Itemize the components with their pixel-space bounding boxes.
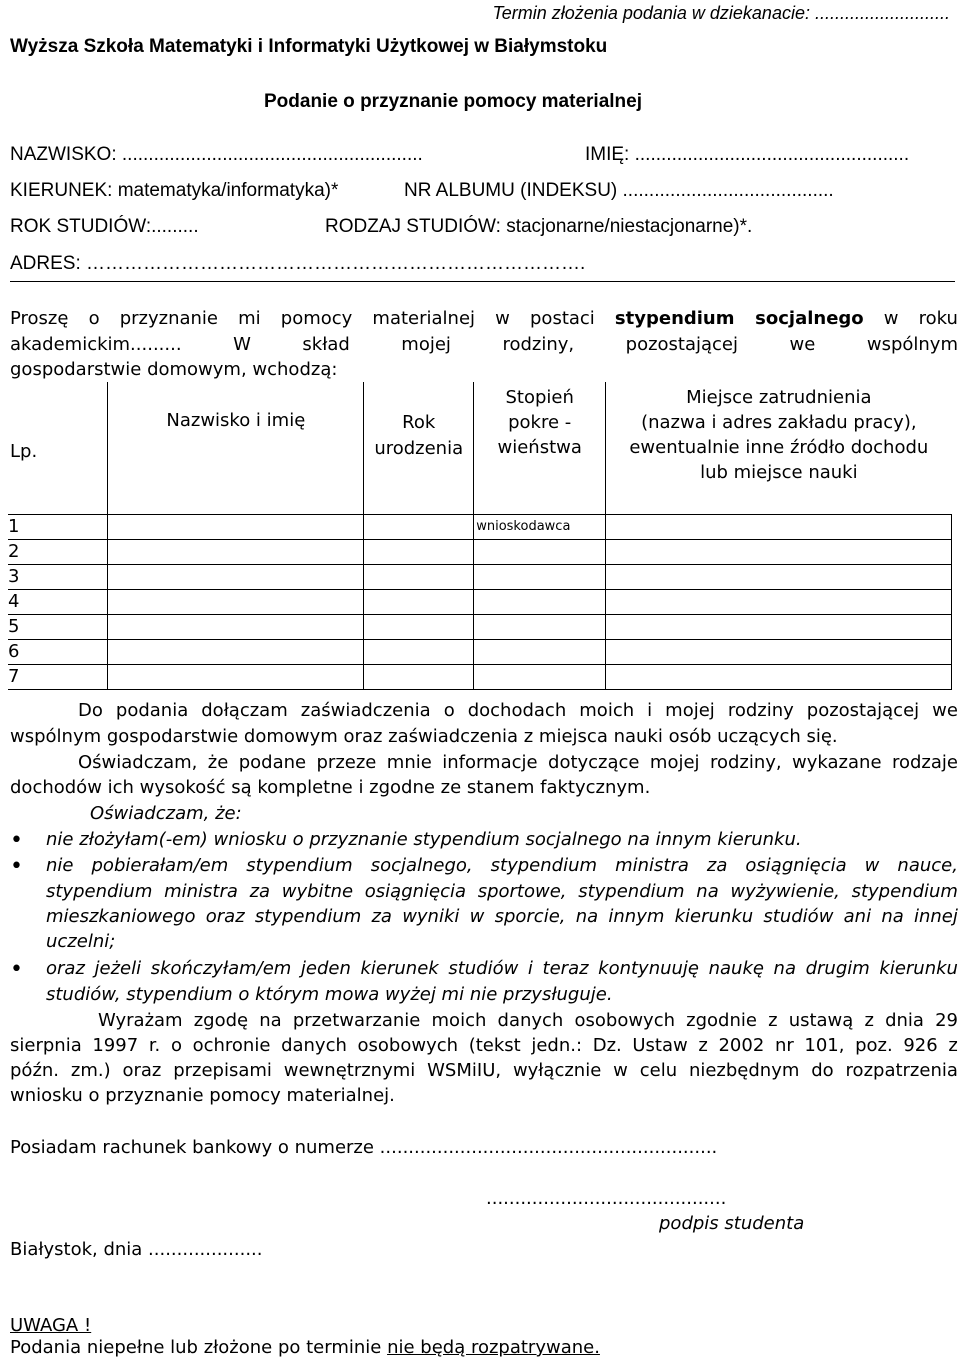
stipend-type: stypendium socjalnego — [614, 308, 864, 329]
field-of-study[interactable]: KIERUNEK: matematyka/informatyka)* — [10, 180, 339, 201]
header-kinship: Stopień pokre - wieństwa — [474, 382, 606, 515]
study-year-field[interactable]: ROK STUDIÓW:......... — [10, 216, 199, 237]
address-field[interactable] — [10, 253, 955, 282]
request-line-3: gospodarstwie domowym, wchodzą: — [10, 359, 338, 380]
row-number: 5 — [8, 615, 108, 640]
cell-workplace[interactable] — [606, 640, 952, 665]
statement-line-1: Oświadczam, że podane przeze mnie informacje dotyczące mojej rodziny, wykazane rodzaje — [78, 752, 958, 773]
cell-workplace[interactable] — [606, 665, 952, 690]
cell-kinship[interactable] — [474, 540, 606, 565]
cell-birth[interactable] — [364, 515, 474, 540]
declare-heading: Oświadczam, że: — [90, 803, 242, 824]
surname-field[interactable]: NAZWISKO: ......................................................... — [10, 144, 423, 165]
cell-kinship[interactable] — [474, 615, 606, 640]
cell-workplace[interactable] — [606, 515, 952, 540]
attachments-line-2: wspólnym gospodarstwie domowym oraz zaświadczenia z miejsca nauki osób uczących się. — [10, 726, 838, 747]
attachments-line-1: Do podania dołączam zaświadczenia o dochodach moich i mojej rodziny pozostającej we — [78, 700, 958, 721]
signature-label: podpis studenta — [659, 1213, 805, 1234]
consent-line-4: wniosku o przyznanie pomocy materialnej. — [10, 1085, 395, 1106]
school-name: Wyższa Szkoła Matematyki i Informatyki Użytkowej w Białymstoku — [10, 36, 608, 57]
request-line-1: Proszę o przyznanie mi pomocy materialnej w postaci stypendium socjalnego w roku — [10, 308, 958, 329]
cell-name[interactable] — [108, 590, 364, 615]
cell-birth[interactable] — [364, 540, 474, 565]
cell-kinship[interactable] — [474, 640, 606, 665]
row-number: 2 — [8, 540, 108, 565]
header-birth-year: Rok urodzenia — [364, 382, 474, 515]
bullet-2-line-2: stypendium ministra za wybitne osiągnięcia sportowe, stypendium na wyżywienie, stypendium — [46, 881, 958, 902]
cell-name[interactable] — [108, 615, 364, 640]
header-name: Nazwisko i imię — [108, 382, 364, 515]
bank-account-field[interactable]: Posiadam rachunek bankowy o numerze ........................................................... — [10, 1137, 718, 1158]
cell-name[interactable] — [108, 565, 364, 590]
name-field[interactable]: IMIĘ: .................................................... — [585, 144, 910, 165]
cell-workplace[interactable] — [606, 590, 952, 615]
album-number-field[interactable]: NR ALBUMU (INDEKSU) ........................................ — [404, 180, 834, 201]
cell-name[interactable] — [108, 640, 364, 665]
warning-emphasis: nie będą rozpatrywane. — [387, 1337, 600, 1358]
cell-birth[interactable] — [364, 640, 474, 665]
deadline-note: Termin złożenia podania w dziekanacie: ........................... — [492, 3, 950, 23]
table-header — [8, 382, 952, 515]
bullet-2-line-1: nie pobierałam/em stypendium socjalnego, stypendium ministra za osiągnięcia w nauce, — [46, 855, 958, 876]
table-row — [8, 515, 952, 540]
row-number: 6 — [8, 640, 108, 665]
study-mode-field[interactable]: RODZAJ STUDIÓW: stacjonarne/niestacjonarne)*. — [325, 216, 753, 237]
signature-line[interactable]: .......................................... — [486, 1188, 727, 1209]
request-line-2: akademickim......... W skład mojej rodziny, pozostającej we wspólnym — [10, 334, 958, 355]
bullet-2-line-3: mieszkaniowego oraz stypendium za wyniki w sporcie, na innym kierunku studiów ani na innej — [46, 906, 958, 927]
cell-birth[interactable] — [364, 615, 474, 640]
bullet-icon: • — [10, 854, 23, 879]
city-date-field[interactable]: Białystok, dnia .................... — [10, 1239, 263, 1260]
warning-text: Podania niepełne lub złożone po terminie — [10, 1337, 388, 1358]
bullet-1: nie złożyłam(-em) wniosku o przyznanie stypendium socjalnego na innym kierunku. — [46, 829, 802, 850]
cell-name[interactable] — [108, 665, 364, 690]
bullet-3-line-1: oraz jeżeli skończyłam/em jeden kierunek studiów i teraz kontynuuję naukę na drugim kierunku — [46, 958, 958, 979]
table-row — [8, 540, 952, 565]
bullet-icon: • — [10, 957, 23, 982]
cell-name[interactable] — [108, 540, 364, 565]
bullet-2-line-4: uczelni; — [46, 931, 116, 952]
row-number: 4 — [8, 590, 108, 615]
cell-kinship[interactable] — [474, 590, 606, 615]
table-row — [8, 640, 952, 665]
cell-birth[interactable] — [364, 665, 474, 690]
bullet-icon: • — [10, 828, 23, 853]
consent-line-1: Wyrażam zgodę na przetwarzanie moich danych osobowych zgodnie z ustawą z dnia 29 — [98, 1010, 958, 1031]
page-title: Podanie o przyznanie pomocy materialnej — [264, 91, 642, 112]
table-row — [8, 665, 952, 690]
address-value: ADRES: ……………………………………………………………………. — [10, 253, 586, 274]
warning-label: UWAGA ! — [10, 1315, 92, 1336]
row-number: 3 — [8, 565, 108, 590]
row-number: 1 — [8, 515, 108, 540]
cell-birth[interactable] — [364, 590, 474, 615]
consent-line-3: późn. zm.) oraz przepisami wewnętrznymi WSMiIU, wyłącznie w celu niezbędnym do rozpatrzenia — [10, 1060, 958, 1081]
applicant-label: wnioskodawca — [474, 515, 606, 540]
cell-birth[interactable] — [364, 565, 474, 590]
cell-workplace[interactable] — [606, 615, 952, 640]
cell-kinship[interactable] — [474, 665, 606, 690]
table-row — [8, 615, 952, 640]
cell-workplace[interactable] — [606, 565, 952, 590]
cell-name[interactable] — [108, 515, 364, 540]
table-row — [8, 590, 952, 615]
cell-workplace[interactable] — [606, 540, 952, 565]
family-table — [8, 382, 952, 690]
header-lp: Lp. — [8, 382, 108, 515]
header-workplace: Miejsce zatrudnienia (nazwa i adres zakładu pracy), ewentualnie inne źródło dochodu lub miejsce nauki — [606, 382, 952, 515]
deadline-warning — [10, 1337, 600, 1358]
statement-line-2: dochodów ich wysokość są kompletne i zgodne ze stanem faktycznym. — [10, 777, 651, 798]
cell-kinship[interactable] — [474, 565, 606, 590]
table-row — [8, 565, 952, 590]
bullet-3-line-2: studiów, stypendium o którym mowa wyżej mi nie przysługuje. — [46, 984, 613, 1005]
consent-line-2: sierpnia 1997 r. o ochronie danych osobowych (tekst jedn.: Dz. Ustaw z 2002 nr 101, poz. 926 z — [10, 1035, 958, 1056]
row-number: 7 — [8, 665, 108, 690]
